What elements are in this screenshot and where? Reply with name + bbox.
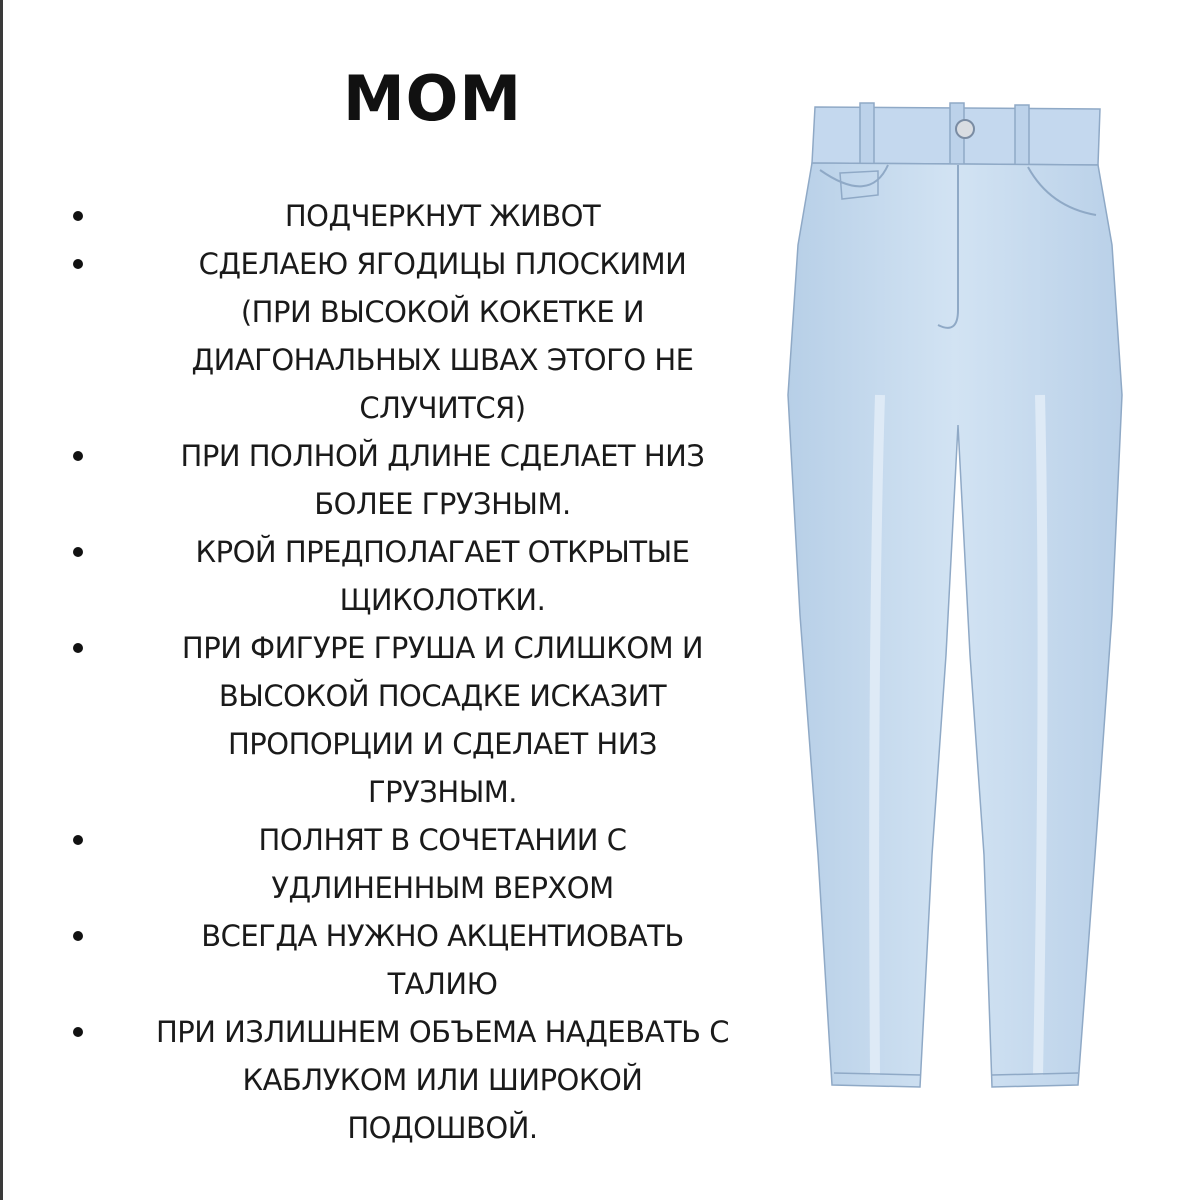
bullet-dot-icon <box>73 931 83 941</box>
list-item-line: ПРИ ФИГУРЕ ГРУША И СЛИШКОМ И <box>181 631 704 665</box>
jeans-body-shape <box>788 163 1122 1087</box>
list-item-line: КАБЛУКОМ ИЛИ ШИРОКОЙ <box>242 1063 643 1097</box>
list-item-line: ПОЛНЯТ В СОЧЕТАНИИ С <box>258 823 627 857</box>
list-item <box>0 240 790 432</box>
list-item-line: ЩИКОЛОТКИ. <box>339 583 546 617</box>
list-item-line: ВСЕГДА НУЖНО АКЦЕНТИОВАТЬ <box>201 919 684 953</box>
list-item <box>0 192 790 240</box>
list-item-line: УДЛИНЕННЫМ ВЕРХОМ <box>271 871 614 905</box>
list-item <box>0 816 790 912</box>
button-icon <box>956 120 974 138</box>
list-item-line: СДЕЛАЕЮ ЯГОДИЦЫ ПЛОСКИМИ <box>198 247 687 281</box>
leg-crease <box>874 395 880 1075</box>
page-title: MOM <box>342 62 523 135</box>
list-item <box>0 432 790 528</box>
belt-loop <box>860 103 874 165</box>
list-item-line: ГРУЗНЫМ. <box>367 775 518 809</box>
list-item-line: ДИАГОНАЛЬНЫХ ШВАХ ЭТОГО НЕ <box>191 343 694 377</box>
bullet-dot-icon <box>73 1027 83 1037</box>
list-item <box>0 912 790 1008</box>
list-item-line: (ПРИ ВЫСОКОЙ КОКЕТКЕ И <box>240 295 645 329</box>
list-item-line: СЛУЧИТСЯ) <box>359 391 526 425</box>
leg-crease <box>1038 395 1043 1075</box>
list-item-line: ПОДЧЕРКНУТ ЖИВОТ <box>284 199 601 233</box>
list-item-line: КРОЙ ПРЕДПОЛАГАЕТ ОТКРЫТЫЕ <box>195 535 690 569</box>
list-item <box>0 1008 790 1152</box>
bullet-dot-icon <box>73 211 83 221</box>
list-item-line: ВЫСОКОЙ ПОСАДКЕ ИСКАЗИТ <box>218 679 667 713</box>
bullet-dot-icon <box>73 547 83 557</box>
list-item <box>0 624 790 816</box>
list-item-line: ТАЛИЮ <box>387 967 498 1001</box>
list-item-line: БОЛЕЕ ГРУЗНЫМ. <box>314 487 571 521</box>
bullet-dot-icon <box>73 259 83 269</box>
list-item-line: ПРИ ПОЛНОЙ ДЛИНЕ СДЕЛАЕТ НИЗ <box>180 439 705 473</box>
list-item-line: ПРИ ИЗЛИШНЕМ ОБЪЕМА НАДЕВАТЬ С <box>155 1015 730 1049</box>
bullet-dot-icon <box>73 643 83 653</box>
list-item-line: ПРОПОРЦИИ И СДЕЛАЕТ НИЗ <box>228 727 657 761</box>
belt-loop <box>1015 105 1029 167</box>
list-item <box>0 528 790 624</box>
bullet-list <box>0 192 790 1152</box>
bullet-dot-icon <box>73 835 83 845</box>
jeans-image <box>760 95 1160 1095</box>
list-item-line: ПОДОШВОЙ. <box>347 1111 538 1145</box>
bullet-dot-icon <box>73 451 83 461</box>
